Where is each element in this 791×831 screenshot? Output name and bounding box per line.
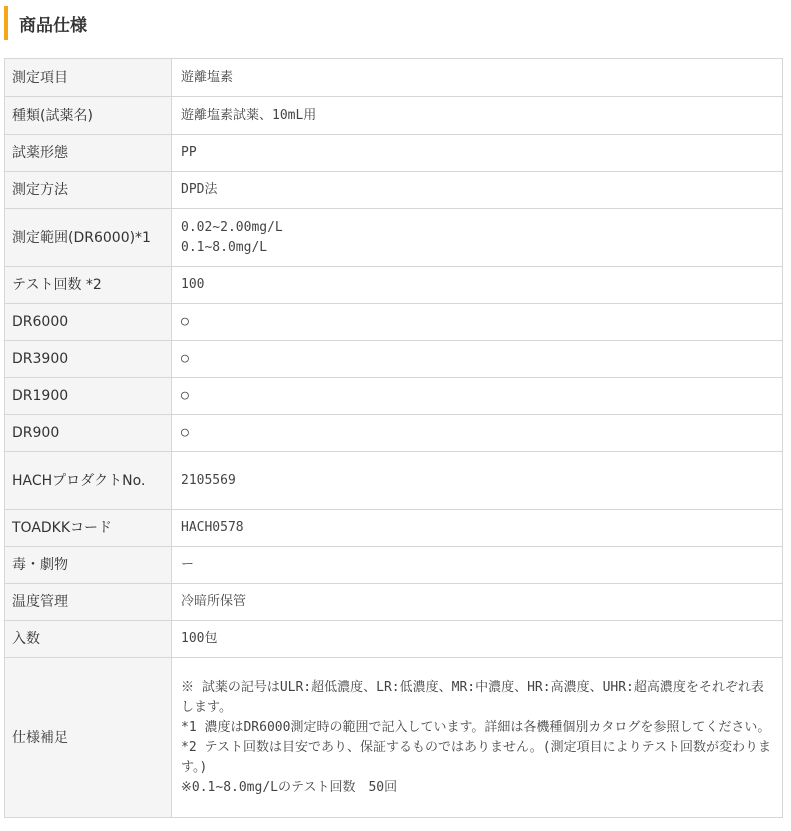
row-label: HACHプロダクトNo. [5, 452, 172, 510]
table-row [5, 415, 783, 452]
row-value: ー [172, 547, 783, 584]
table-row [5, 209, 783, 267]
table-row [5, 172, 783, 209]
table-row [5, 658, 783, 818]
row-label: 測定範囲(DR6000)*1 [5, 209, 172, 267]
row-value: DPD法 [172, 172, 783, 209]
row-label: 温度管理 [5, 584, 172, 621]
row-value: PP [172, 135, 783, 172]
row-label: TOADKKコード [5, 510, 172, 547]
row-value: 2105569 [172, 452, 783, 510]
table-row [5, 267, 783, 304]
table-row [5, 341, 783, 378]
row-label: 試薬形態 [5, 135, 172, 172]
table-row [5, 621, 783, 658]
row-value: 0.02~2.00mg/L 0.1~8.0mg/L [172, 209, 783, 267]
row-label: DR3900 [5, 341, 172, 378]
row-value: ○ [172, 378, 783, 415]
row-label: 測定方法 [5, 172, 172, 209]
row-value: 冷暗所保管 [172, 584, 783, 621]
table-row [5, 59, 783, 97]
row-label: 仕様補足 [5, 658, 172, 818]
table-row [5, 584, 783, 621]
table-row [5, 547, 783, 584]
row-value: 遊離塩素試薬、10mL用 [172, 97, 783, 135]
table-row [5, 304, 783, 341]
table-row [5, 510, 783, 547]
row-label: 種類(試薬名) [5, 97, 172, 135]
row-label: DR1900 [5, 378, 172, 415]
spec-table [4, 58, 783, 818]
row-value: 100包 [172, 621, 783, 658]
row-value: ○ [172, 341, 783, 378]
row-value: 遊離塩素 [172, 59, 783, 97]
row-value: ○ [172, 304, 783, 341]
row-value: ※ 試薬の記号はULR:超低濃度、LR:低濃度、MR:中濃度、HR:高濃度、UHR:超高濃度をそれぞれ表します。 *1 濃度はDR6000測定時の範囲で記入しています。詳細は各機種個別カタログを参照してください。 *2 テスト回数は目安であり、保証するものではありません。(測定項目によりテスト回数が変わります。) ※0.1~8.0mg/Lのテスト回数 50回 [172, 658, 783, 818]
row-value: HACH0578 [172, 510, 783, 547]
table-row [5, 135, 783, 172]
row-label: DR900 [5, 415, 172, 452]
row-label: 入数 [5, 621, 172, 658]
table-row [5, 97, 783, 135]
table-row [5, 378, 783, 415]
row-label: 測定項目 [5, 59, 172, 97]
table-row [5, 452, 783, 510]
row-value: 100 [172, 267, 783, 304]
section-title: 商品仕様 [4, 6, 87, 40]
row-value: ○ [172, 415, 783, 452]
row-label: DR6000 [5, 304, 172, 341]
row-label: 毒・劇物 [5, 547, 172, 584]
row-label: テスト回数 *2 [5, 267, 172, 304]
